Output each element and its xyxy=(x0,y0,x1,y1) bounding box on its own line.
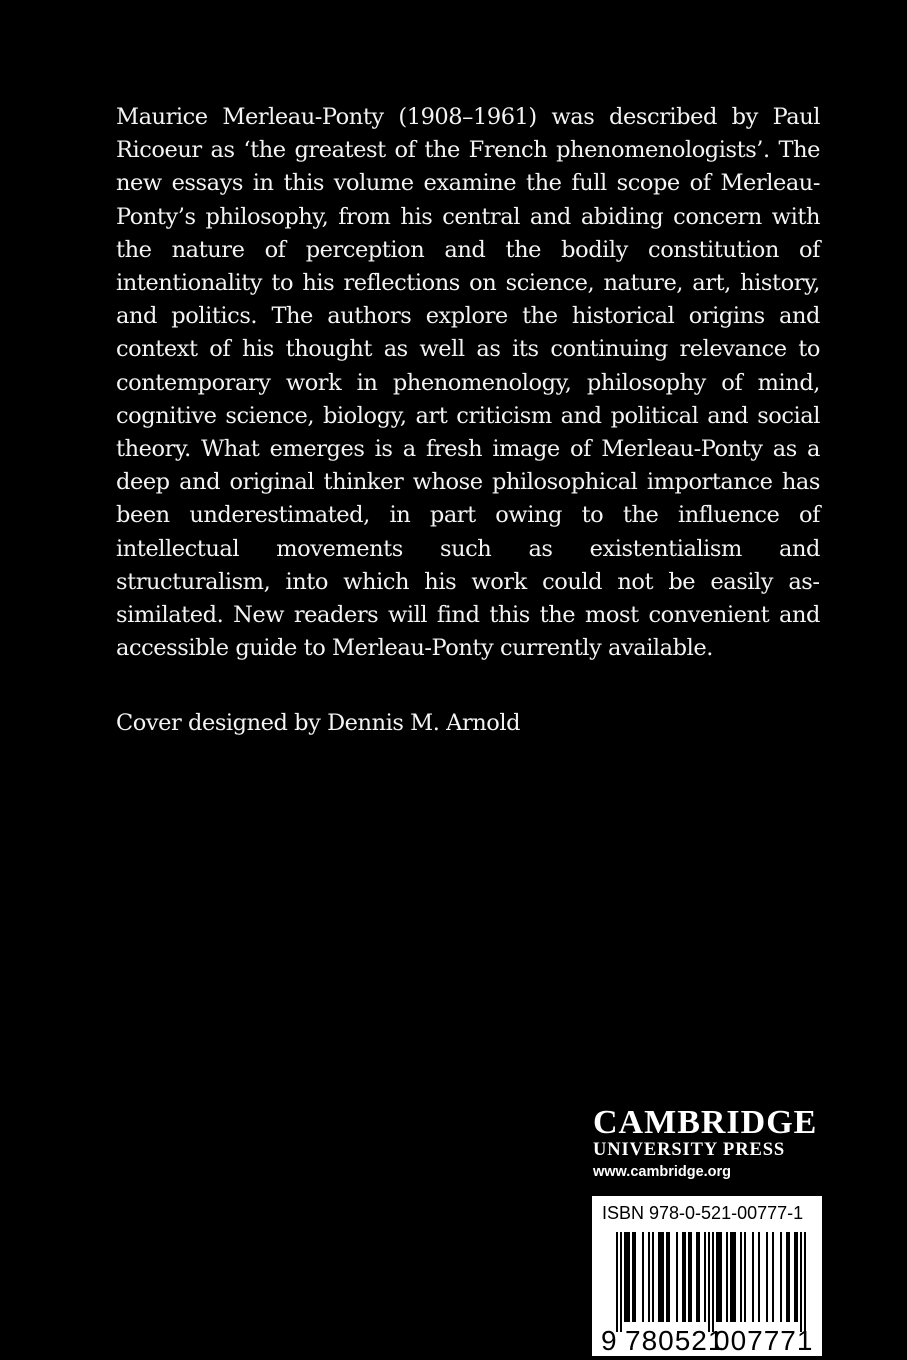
barcode-bar xyxy=(652,1232,654,1322)
barcode-bar xyxy=(696,1232,698,1322)
barcode-bar xyxy=(708,1232,710,1332)
barcode-bars xyxy=(616,1232,806,1332)
barcode-bar xyxy=(804,1232,806,1332)
barcode-bar xyxy=(720,1232,722,1322)
barcode-bar xyxy=(712,1232,714,1332)
barcode-bar xyxy=(740,1232,742,1322)
barcode-bar xyxy=(788,1232,790,1322)
barcode-bar xyxy=(766,1232,768,1322)
barcode-bar xyxy=(734,1232,736,1322)
barcode-bar xyxy=(676,1232,678,1322)
barcode-bar xyxy=(660,1232,662,1322)
barcode-bar xyxy=(744,1232,746,1322)
barcode-bar xyxy=(648,1232,650,1322)
barcode-digit-prefix: 9 xyxy=(601,1325,617,1356)
barcode-bar xyxy=(704,1232,706,1322)
barcode-bar xyxy=(732,1232,734,1322)
isbn-label: ISBN 978-0-521-00777-1 xyxy=(602,1203,804,1223)
barcode-bar xyxy=(688,1232,690,1322)
barcode-bar xyxy=(780,1232,782,1322)
barcode-bar xyxy=(642,1232,644,1322)
barcode-bar xyxy=(772,1232,774,1322)
publisher-logo xyxy=(593,1104,823,1182)
barcode-bar xyxy=(690,1232,692,1322)
barcode-bar xyxy=(616,1232,618,1332)
barcode-bar xyxy=(626,1232,628,1322)
barcode-bar xyxy=(800,1232,802,1332)
barcode-bar xyxy=(716,1232,718,1322)
barcode-bar xyxy=(794,1232,796,1322)
barcode-bar xyxy=(718,1232,720,1322)
barcode xyxy=(592,1228,822,1356)
barcode-bar xyxy=(758,1232,760,1322)
barcode-bar xyxy=(730,1232,732,1322)
back-cover-description: Maurice Merleau-Ponty (1908–1961) was described by Paul Ricoeur as ‘the greatest of the French phenomenologists’. The new essays in this volume examine the full scope of Merleau-Ponty’s philosophy, from his central and abiding concern with the nature of perception and the bodily constitution of intentionality to his reflections on science, nature, art, history, and politics. The authors explore the historical origins and context of his thought as well as its continuing relevance to contemporary work in phenomenology, philosophy of mind, cognitive science, biology, art criticism and political and social theory. What emerges is a fresh image of Merleau-Ponty as a deep and original thinker whose philosophical importance has been underestimated, in part owing to the influence of intellectual movements such as existentialism and structuralism, into which his work could not be easily assimilated. New readers will find this the most convenient and accessible guide to Merleau-Ponty currently available. xyxy=(116,104,820,662)
barcode-bar xyxy=(668,1232,670,1322)
barcode-bar xyxy=(662,1232,664,1322)
barcode-bar xyxy=(786,1232,788,1322)
barcode-bar xyxy=(698,1232,700,1322)
barcode-bar xyxy=(682,1232,684,1322)
barcode-digits-left: 780521 xyxy=(625,1325,725,1356)
barcode-bar xyxy=(796,1232,798,1322)
publisher-url: www.cambridge.org xyxy=(593,1164,732,1180)
barcode-bar xyxy=(624,1232,626,1322)
barcode-bar xyxy=(684,1232,686,1322)
barcode-bar xyxy=(752,1232,754,1322)
barcode-bar xyxy=(628,1232,630,1322)
cover-designer-credit: Cover designed by Dennis M. Arnold xyxy=(116,710,521,736)
publisher-name: CAMBRIDGE xyxy=(593,1104,818,1141)
isbn-barcode-block xyxy=(592,1196,822,1356)
barcode-bar xyxy=(726,1232,728,1322)
publisher-subtitle: UNIVERSITY PRESS xyxy=(593,1140,786,1160)
barcode-bar xyxy=(620,1232,622,1332)
barcode-bar xyxy=(658,1232,660,1322)
barcode-digits-right: 007771 xyxy=(714,1325,814,1356)
barcode-bar xyxy=(666,1232,668,1322)
barcode-bar xyxy=(632,1232,634,1322)
barcode-bar xyxy=(634,1232,636,1322)
